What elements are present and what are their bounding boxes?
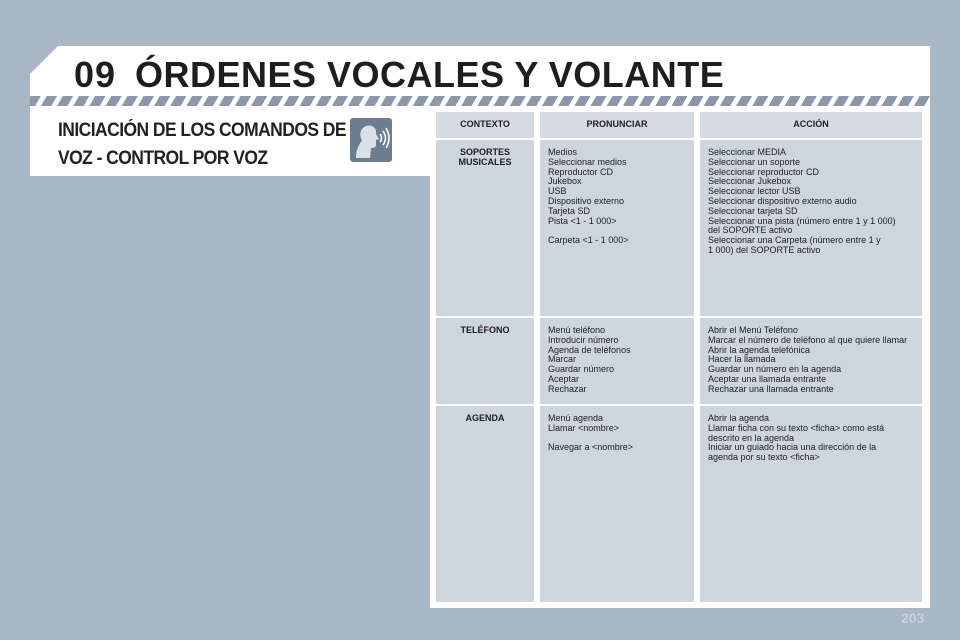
context-cell-agenda (436, 406, 534, 602)
action-line: Seleccionar una Carpeta (número entre 1 y (708, 235, 881, 246)
section-title-line-2: VOZ - CONTROL POR VOZ (58, 148, 268, 169)
pronounce-line: Seleccionar medios (548, 156, 627, 167)
context-cell-phone (436, 318, 534, 404)
chapter-number: 09 (74, 54, 117, 95)
context-label: MUSICALES (458, 156, 512, 167)
context-label: TELÉFONO (460, 325, 510, 335)
pronounce-line: Menú teléfono (548, 325, 606, 335)
pronounce-line: Dispositivo externo (548, 195, 625, 206)
pronounce-cell-agenda (540, 406, 694, 602)
action-line: Seleccionar un soporte (708, 156, 801, 167)
voice-commands-table (430, 106, 930, 608)
pronounce-line: USB (548, 186, 567, 197)
pronounce-line: Jukebox (548, 176, 582, 187)
action-line: Marcar el número de teléfono al que quiere llamar (708, 334, 908, 345)
page-number: 203 (901, 610, 925, 626)
action-line: Abrir la agenda (708, 413, 770, 423)
pronounce-line: Rechazar (548, 383, 587, 394)
pronounce-line: Pista <1 - 1 000> (548, 215, 617, 226)
context-label: AGENDA (465, 413, 505, 423)
pronounce-line: Menú agenda (548, 413, 604, 423)
action-line: Abrir el Menú Teléfono (708, 325, 798, 335)
header-pronounce: PRONUNCIAR (540, 112, 694, 138)
pronounce-line: Marcar (548, 354, 577, 365)
action-line: Seleccionar tarjeta SD (708, 205, 798, 216)
action-line: Guardar un número en la agenda (708, 364, 842, 375)
action-line: Iniciar un guiado hacia una dirección de la (708, 442, 877, 453)
action-line: Hacer la llamada (708, 354, 776, 365)
action-cell-phone (700, 318, 922, 404)
action-line: Seleccionar MEDIA (708, 147, 787, 157)
pronounce-line: Introducir número (548, 334, 619, 345)
section-title (58, 117, 346, 173)
pronounce-cell-media (540, 140, 694, 316)
decorative-stripe (30, 96, 930, 106)
pronounce-line: Guardar número (548, 364, 615, 375)
pronounce-line: Aceptar (548, 373, 580, 384)
pronounce-line: Llamar <nombre> (548, 422, 620, 433)
action-cell-agenda (700, 406, 922, 602)
action-line: del SOPORTE activo (708, 225, 793, 236)
action-line: Aceptar una llamada entrante (708, 373, 827, 384)
action-line: Seleccionar reproductor CD (708, 166, 820, 177)
action-line: descrito en la agenda (708, 432, 795, 443)
header-context: CONTEXTO (436, 112, 534, 138)
action-line: Seleccionar dispositivo externo audio (708, 195, 857, 206)
pronounce-cell-phone (540, 318, 694, 404)
action-line: Seleccionar una pista (número entre 1 y 1 000) (708, 215, 896, 226)
section-title-line-1: INICIACIÓN DE LOS COMANDOS DE (58, 120, 346, 141)
action-line: Llamar ficha con su texto <ficha> como está (708, 422, 885, 433)
pronounce-line: Agenda de teléfonos (548, 344, 631, 355)
context-cell-media (436, 140, 534, 316)
action-line: agenda por su texto <ficha> (708, 452, 820, 463)
pronounce-line: Tarjeta SD (548, 205, 591, 216)
pronounce-line: Reproductor CD (548, 166, 614, 177)
action-line: 1 000) del SOPORTE activo (708, 244, 821, 255)
pronounce-line: Navegar a <nombre> (548, 442, 634, 453)
action-line: Abrir la agenda telefónica (708, 344, 811, 355)
header-action: ACCIÓN (700, 112, 922, 138)
context-label: SOPORTES (459, 147, 510, 157)
page-title: ÓRDENES VOCALES Y VOLANTE (135, 54, 725, 95)
action-line: Rechazar una llamada entrante (708, 383, 834, 394)
action-cell-media (700, 140, 922, 316)
pronounce-line: Carpeta <1 - 1 000> (548, 235, 629, 246)
action-line: Seleccionar Jukebox (708, 176, 792, 187)
action-line: Seleccionar lector USB (708, 186, 801, 197)
pronounce-line: Medios (548, 147, 578, 157)
voice-command-icon (350, 118, 392, 162)
